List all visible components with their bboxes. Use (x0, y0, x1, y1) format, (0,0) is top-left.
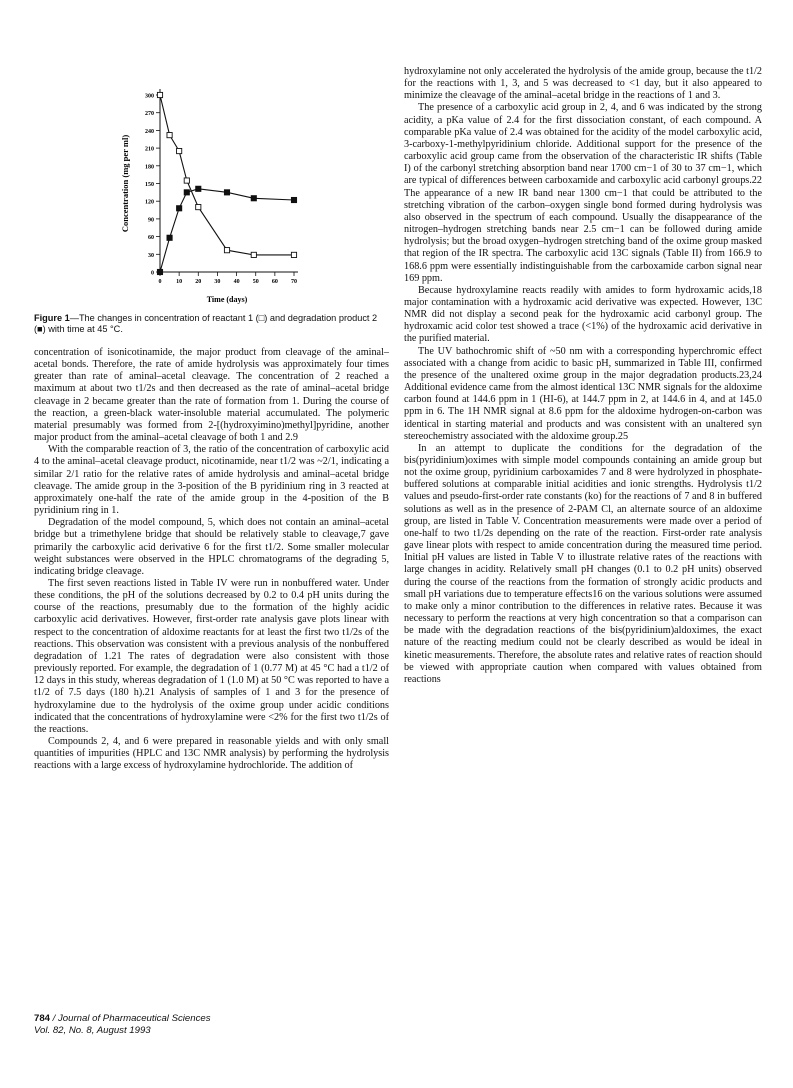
figure-caption-label: Figure 1 (34, 313, 70, 323)
concentration-time-plot (86, 75, 316, 315)
data-point-product-2 (167, 235, 172, 240)
y-tick-label: 60 (148, 235, 154, 242)
x-tick-label: 30 (214, 279, 221, 285)
y-tick-label: 30 (148, 252, 154, 259)
journal-issue: Vol. 82, No. 8, August 1993 (34, 1024, 151, 1036)
data-point-reactant-1 (251, 252, 256, 257)
x-tick-label: 10 (176, 279, 183, 285)
left-paragraph-1: concentration of isonicotinamide, the major product from cleavage of the aminal–acetal bonds. Therefore, the rate of amide hydrolysis was approximately four times greater than rate of aminal–acetal cleavage. The concentration of 2 reached a maximum at about two t1/2s and then decreased as the rate of aminal–acetal bridge cleavage in 2 became greater than the rate of formation from 1. During the course of the reaction, a green-black water-insoluble material accumulated. The polymeric material presumably was formed from 2-[(hydroxyimino)methyl]pyridine, another major product from the aminal–acetal cleavage of both 1 and 2.9 (34, 347, 389, 444)
left-paragraph-4: The first seven reactions listed in Table IV were run in nonbuffered water. Under these conditions, the pH of the solutions decreased by 0.2 to 0.4 pH units during the course of the reactions, presumably due to the formation of the highly acidic carboxylic acid derivatives. However, first-order rate analysis gave plots linear with respect to the concentration of aldoxime reactants for at least the first two t1/2s of the reactions. This observation was consistent with a previous analysis of the nonbuffered degradation of 1.21 The rates of degradation were also consistent with those previously reported. For example, the degradation of 1 (0.77 M) at 45 °C had a t1/2 of 12 days in this study, whereas degradation of 1 (1.0 M) at 50 °C was reported to have a t1/2 of 7.5 days (180 h).21 Analysis of samples of 1 and 3 for the presence of hydroxylamine due to the hydrolysis of the oxime group under acidic conditions indicated that the concentrations of hydroxylamine were <2% for the first two t1/2s of the reactions. (34, 577, 389, 735)
x-axis-label: Time (days) (206, 295, 248, 304)
left-column (34, 347, 389, 772)
data-point-reactant-1 (184, 178, 189, 183)
x-tick-label: 70 (291, 279, 297, 285)
y-tick-label: 270 (145, 111, 154, 118)
y-tick-label: 150 (145, 182, 154, 188)
data-point-product-2 (251, 196, 256, 201)
data-point-product-2 (157, 269, 162, 274)
data-point-reactant-1 (224, 248, 229, 253)
data-point-reactant-1 (291, 252, 296, 257)
y-tick-label: 90 (148, 217, 154, 224)
page-footer (34, 1013, 211, 1036)
data-point-reactant-1 (157, 92, 162, 97)
x-tick-label: 40 (233, 279, 240, 285)
data-point-product-2 (184, 190, 189, 195)
data-point-reactant-1 (177, 148, 182, 153)
x-tick-label: 0 (158, 279, 162, 285)
y-tick-label: 0 (151, 270, 154, 277)
data-point-product-2 (177, 206, 182, 211)
series-line-2 (160, 189, 294, 272)
series-line-1 (160, 95, 294, 255)
data-point-product-2 (224, 190, 229, 195)
x-tick-label: 20 (195, 279, 202, 285)
page-number: 784 (34, 1013, 51, 1024)
data-point-reactant-1 (167, 133, 172, 138)
y-tick-label: 120 (145, 199, 154, 206)
y-tick-label: 240 (145, 128, 154, 135)
data-point-product-2 (291, 197, 296, 202)
right-paragraph-5: In an attempt to duplicate the conditions for the degradation of the bis(pyridinium)oximes with simple model compounds containing an amide group but not the oxime group, pyridinium carboxamides 7 and 8 were hydrolyzed in phosphate-buffered solutions at comparable initial acidities and ionic strengths. Hydrolysis t1/2 values and pseudo-first-order rate constants (ko) for the reactions of 7 and 8 in buffered solutions as well as in the presence of 2-PAM Cl, an alternate source of an aldoxime group, are listed in Table V. Concentration measurements were made over a period of one-half to two t1/2s depending on the rate of the reaction. First-order rate analysis gave linear plots with respect to amide concentration during the measured time period. Initial pH values are listed in Table V to illustrate relative rates of the reactions with large changes in acidity. Relatively small pH changes (0.1 to 0.2 pH units) observed during the course of the reactions from the formation of strongly acidic products and small pH variations due to temperature effects16 on the various solutions were assumed to make only a minor contribution to the differences in relative rates. Because it was necessary to perform the reactions at very high concentration so that a comparison can be made with the degradation reactions of the bis(pyridinium)aldoximes, the exact nature of the reacting medium could not be clearly described as would be ideal in kinetic measurements. Therefore, the absolute rates and relative rates of reaction should be viewed with appropriate caution when compared with values obtained from reactions (404, 442, 762, 685)
x-tick-label: 60 (271, 279, 278, 285)
figure-caption-text: —The changes in concentration of reactant 1 (□) and degradation product 2 (■) with time at 45 °C. (34, 313, 378, 335)
figure-caption (34, 313, 389, 335)
figure-1-chart (86, 75, 316, 315)
y-axis-label: Concentration (mg per ml) (120, 134, 130, 233)
data-point-product-2 (196, 186, 201, 191)
y-tick-label: 180 (145, 164, 154, 171)
journal-name: / Journal of Pharmaceutical Sciences (50, 1013, 211, 1024)
right-column (404, 66, 762, 686)
right-paragraph-2: The presence of a carboxylic acid group in 2, 4, and 6 was indicated by the strong acidity, a pKa value of 2.4 for the first dissociation constant, of each compound. A comparable pKa value of 2.4 was obtained for the acidity of the model carboxylic acid, 3-carboxy-1-methylpyridinium chloride. Additional support for the presence of the carboxylic acid group came from the observation of the characteristic IR shifts (Table I) of the carbonyl stretching absorption band near 1700 cm−1 of 30 to 37 cm−1, which are typical of differences between carboxamide and carboxylic acid carbonyl groups.22 The appearance of a new IR band near 1300 cm−1 that could be attributed to the stretching vibration of the carbon–oxygen single bond formed during hydrolysis was also observed in the spectrum of each compound. Usually the disappearance of the nitrogen–hydrogen stretching bands near 2.5 cm−1 can be followed during amide hydrolysis; but the broad oxygen–hydrogen stretching band of the oxime group masked that region of the IR spectra. The carboxylic acid 13C signals (Table II) from 166.9 to 168.6 ppm were essentially indistinguishable from the carboxamide carbon signal near 169 ppm. (404, 102, 762, 284)
left-paragraph-3: Degradation of the model compound, 5, which does not contain an aminal–acetal bridge but a trimethylene bridge that should be relatively stable to cleavage,7 gave primarily the carboxylic acid derivative 6 for the first t1/2. Some smaller molecular weight substances were observed in the HPLC chromatograms of the degrading 5, indicating bridge cleavage. (34, 517, 389, 577)
right-paragraph-1: hydroxylamine not only accelerated the hydrolysis of the amide group, because the t1/2 for the reactions with 1, 3, and 5 was decreased to <1 day, but it also appeared to minimize the cleavage of the aminal–acetal bridge in the reactions of 1 and 3. (404, 66, 762, 102)
y-tick-label: 300 (145, 93, 154, 100)
x-tick-label: 50 (252, 279, 259, 285)
left-paragraph-5: Compounds 2, 4, and 6 were prepared in reasonable yields and with only small quantities of impurities (HPLC and 13C NMR analysis) by performing the hydrolysis reactions with a large excess of hydroxylamine hydrochloride. The addition of (34, 736, 389, 772)
right-paragraph-4: The UV bathochromic shift of ~50 nm with a corresponding hyperchromic effect associated with a change from acidic to basic pH, summarized in Table III, confirmed the presence of the unaltered oxime group in the major degradation products.23,24 Additional evidence came from the almost identical 13C NMR signals for the aldoxime carbon found at 144.6 ppm in 1 (HI-6), at 144.7 ppm in 2, at 144.6 in 4, and at 145.0 ppm in 6. The 1H NMR signal at 8.6 ppm for the aldoxime hydrogen-on-carbon was identical in starting material and products and was consistent with an unaltered syn stereochemistry associated with the aldoxime group.25 (404, 345, 762, 442)
right-paragraph-3: Because hydroxylamine reacts readily with amides to form hydroxamic acids,18 major contamination with a hydroxamic acid derivative was expected. However, 13C NMR did not display a second peak for the hydroxamic acid carbonyl group. The hydroxamic acid color test showed a trace (<1%) of the hydroxamic acid derivative in the purified material. (404, 284, 762, 345)
data-point-reactant-1 (196, 205, 201, 210)
y-tick-label: 210 (145, 146, 154, 153)
left-paragraph-2: With the comparable reaction of 3, the ratio of the concentration of carboxylic acid 4 to the aminal–acetal cleavage product, nicotinamide, near t1/2 was ~2/1, indicating a similar 2/1 ratio for the relative rates of amide hydrolysis and aminal–acetal bridge cleavage. The amide group in the 3-position of the B pyridinium ring in 3 reacted at approximately one-half the rate of the amide group in the 4-position of the B pyridinium ring in 1. (34, 444, 389, 517)
